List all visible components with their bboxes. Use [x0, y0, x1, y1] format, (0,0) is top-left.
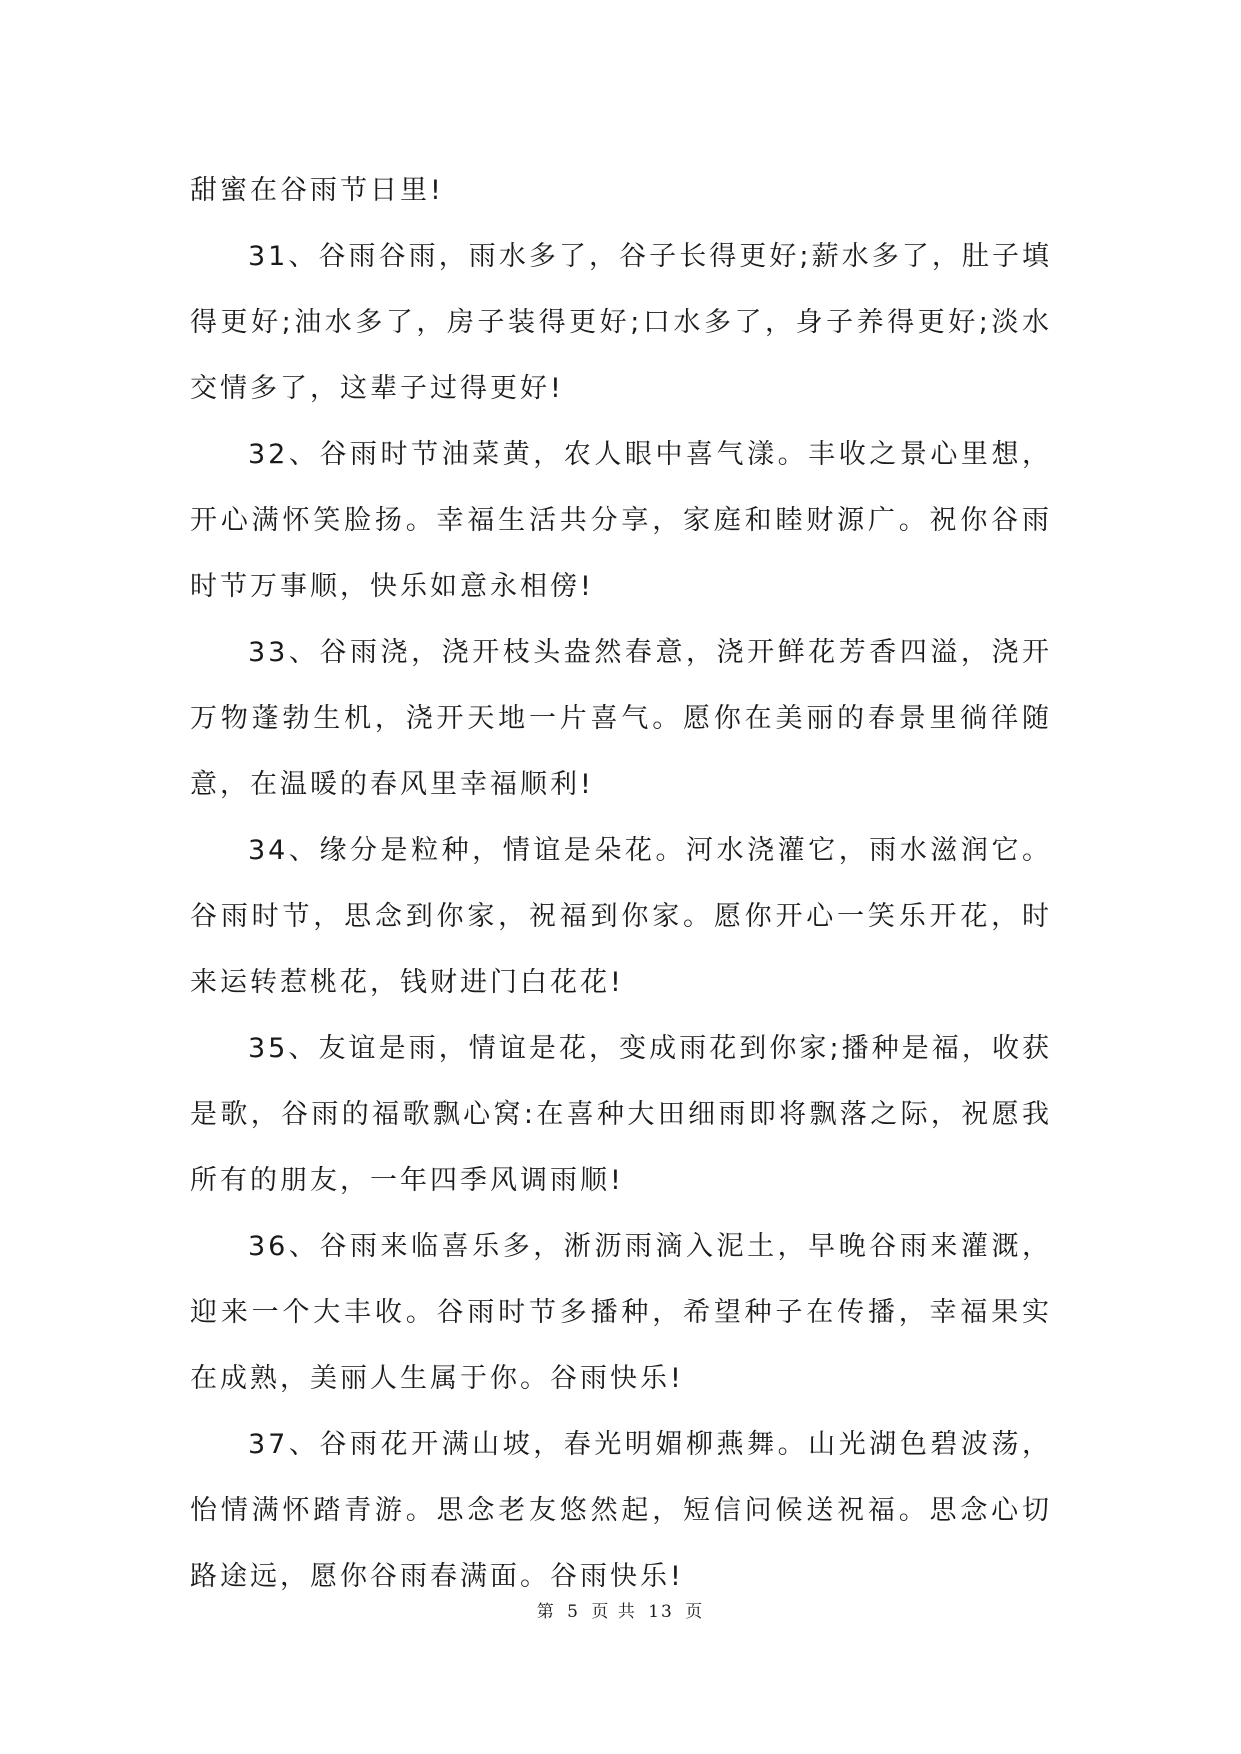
page-footer [0, 1597, 1241, 1622]
paragraph-33: 33、谷雨浇，浇开枝头盎然春意，浇开鲜花芳香四溢，浇开万物蓬勃生机，浇开天地一片喜气。愿你在美丽的春景里徜徉随意，在温暖的春风里幸福顺利! [190, 637, 1052, 800]
paragraph-continuation: 甜蜜在谷雨节日里! [190, 175, 444, 206]
footer-page-number: 5 [567, 1602, 580, 1622]
document-body [190, 158, 1052, 1610]
paragraph-36: 36、谷雨来临喜乐多，淅沥雨滴入泥土，早晚谷雨来灌溉，迎来一个大丰收。谷雨时节多播种，希望种子在传播，幸福果实在成熟，美丽人生属于你。谷雨快乐! [190, 1231, 1052, 1394]
paragraph-34: 34、缘分是粒种，情谊是朵花。河水浇灌它，雨水滋润它。谷雨时节，思念到你家，祝福到你家。愿你开心一笑乐开花，时来运转惹桃花，钱财进门白花花! [190, 835, 1052, 998]
footer-suffix: 页 [685, 1602, 705, 1622]
paragraph-31: 31、谷雨谷雨，雨水多了，谷子长得更好;薪水多了，肚子填得更好;油水多了，房子装得更好;口水多了，身子养得更好;淡水交情多了，这辈子过得更好! [190, 241, 1052, 404]
footer-total-pages: 13 [648, 1602, 674, 1622]
paragraph-35: 35、友谊是雨，情谊是花，变成雨花到你家;播种是福，收获是歌，谷雨的福歌飘心窝:在喜种大田细雨即将飘落之际，祝愿我所有的朋友，一年四季风调雨顺! [190, 1033, 1052, 1196]
footer-middle: 页 共 [591, 1602, 637, 1622]
paragraph-32: 32、谷雨时节油菜黄，农人眼中喜气漾。丰收之景心里想，开心满怀笑脸扬。幸福生活共分享，家庭和睦财源广。祝你谷雨时节万事顺，快乐如意永相傍! [190, 439, 1052, 602]
footer-prefix: 第 [536, 1602, 556, 1622]
paragraph-37: 37、谷雨花开满山坡，春光明媚柳燕舞。山光湖色碧波荡，怡情满怀踏青游。思念老友悠然起，短信问候送祝福。思念心切路途远，愿你谷雨春满面。谷雨快乐! [190, 1429, 1052, 1592]
